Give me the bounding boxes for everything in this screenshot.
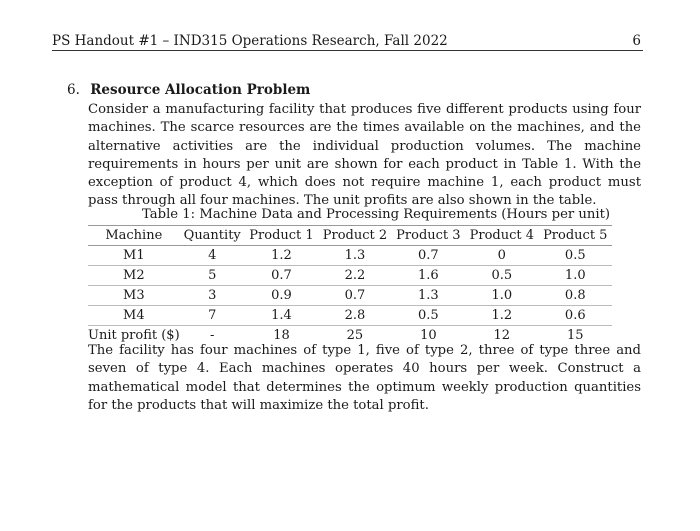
column-header: Product 2	[322, 228, 388, 243]
problem-closing-paragraph: The facility has four machines of type 1, five of type 2, three of type three and seven of type 4. Each machines operates 40 hours per week. Construct a mathematical model that determines the optimum weekly production quantities for the products that will maximize the total profit.	[88, 343, 641, 413]
table-cell: 5	[208, 268, 217, 283]
machine-data-table	[88, 225, 612, 345]
problem-intro-paragraph: Consider a manufacturing facility that produces five different products using four machines. The scarce resources are the times available on the machines, and the alternative activities are the individual production volumes. The machine requirements in hours per unit are shown for each product in Table 1. With the exception of product 4, which does not require machine 1, each product must pass through all four machines. The unit profits are also shown in the table.	[88, 102, 641, 209]
table-row	[88, 246, 612, 266]
table-caption: Table 1: Machine Data and Processing Requirements (Hours per unit)	[142, 207, 611, 222]
table-cell: 2.8	[344, 308, 366, 323]
table-cell: 1.2	[271, 248, 292, 263]
column-header: Product 1	[249, 228, 314, 243]
table-row	[88, 306, 612, 326]
table-row	[88, 286, 612, 306]
table-cell: 12	[493, 328, 511, 343]
table-cell: 2.2	[344, 268, 366, 283]
table-cell: 0.6	[564, 308, 586, 323]
page-number: 6	[632, 33, 641, 49]
table-cell: 1.3	[418, 288, 439, 303]
table-cell: 0.8	[564, 288, 586, 303]
table-cell: Unit profit ($)	[88, 328, 180, 343]
table-cell: 0.5	[491, 268, 513, 283]
header-title: PS Handout #1 – IND315 Operations Research, Fall 2022	[52, 33, 448, 49]
table-cell: 1.0	[491, 288, 513, 303]
column-header: Product 4	[469, 228, 534, 243]
problem-heading	[67, 81, 310, 99]
table-cell: 4	[208, 248, 217, 263]
table-cell: M4	[123, 308, 145, 323]
table-cell: M3	[123, 288, 145, 303]
table-cell: 0.7	[418, 248, 439, 263]
table-cell: 3	[208, 288, 217, 303]
table-cell: 18	[273, 328, 290, 343]
table-cell: 0.7	[344, 288, 366, 303]
column-header: Machine	[105, 228, 163, 243]
table-cell: 1.0	[564, 268, 586, 283]
column-header: Product 5	[543, 228, 608, 243]
table-cell: 10	[420, 328, 437, 343]
table-cell: 1.6	[418, 268, 439, 283]
table-cell: M1	[123, 248, 145, 263]
page-header	[52, 32, 643, 51]
table-cell: 15	[566, 328, 584, 343]
table-cell: 0.7	[271, 268, 292, 283]
column-header: Product 3	[396, 228, 461, 243]
table-cell: 0.5	[564, 248, 586, 263]
table-row	[88, 266, 612, 286]
table-cell: -	[210, 328, 215, 343]
table-cell: 0.9	[271, 288, 292, 303]
table-cell: 0.5	[418, 308, 439, 323]
problem-title: Resource Allocation Problem	[90, 82, 311, 98]
table-cell: M2	[123, 268, 145, 283]
table-cell: 7	[208, 308, 217, 323]
column-header: Quantity	[183, 228, 241, 243]
table-cell: 1.2	[491, 308, 513, 323]
table-cell: 25	[346, 328, 364, 343]
table-header-row	[88, 226, 612, 246]
table-cell: 0	[497, 248, 506, 263]
table-cell: 1.3	[344, 248, 366, 263]
problem-number: 6.	[67, 82, 80, 98]
table-cell: 1.4	[271, 308, 292, 323]
